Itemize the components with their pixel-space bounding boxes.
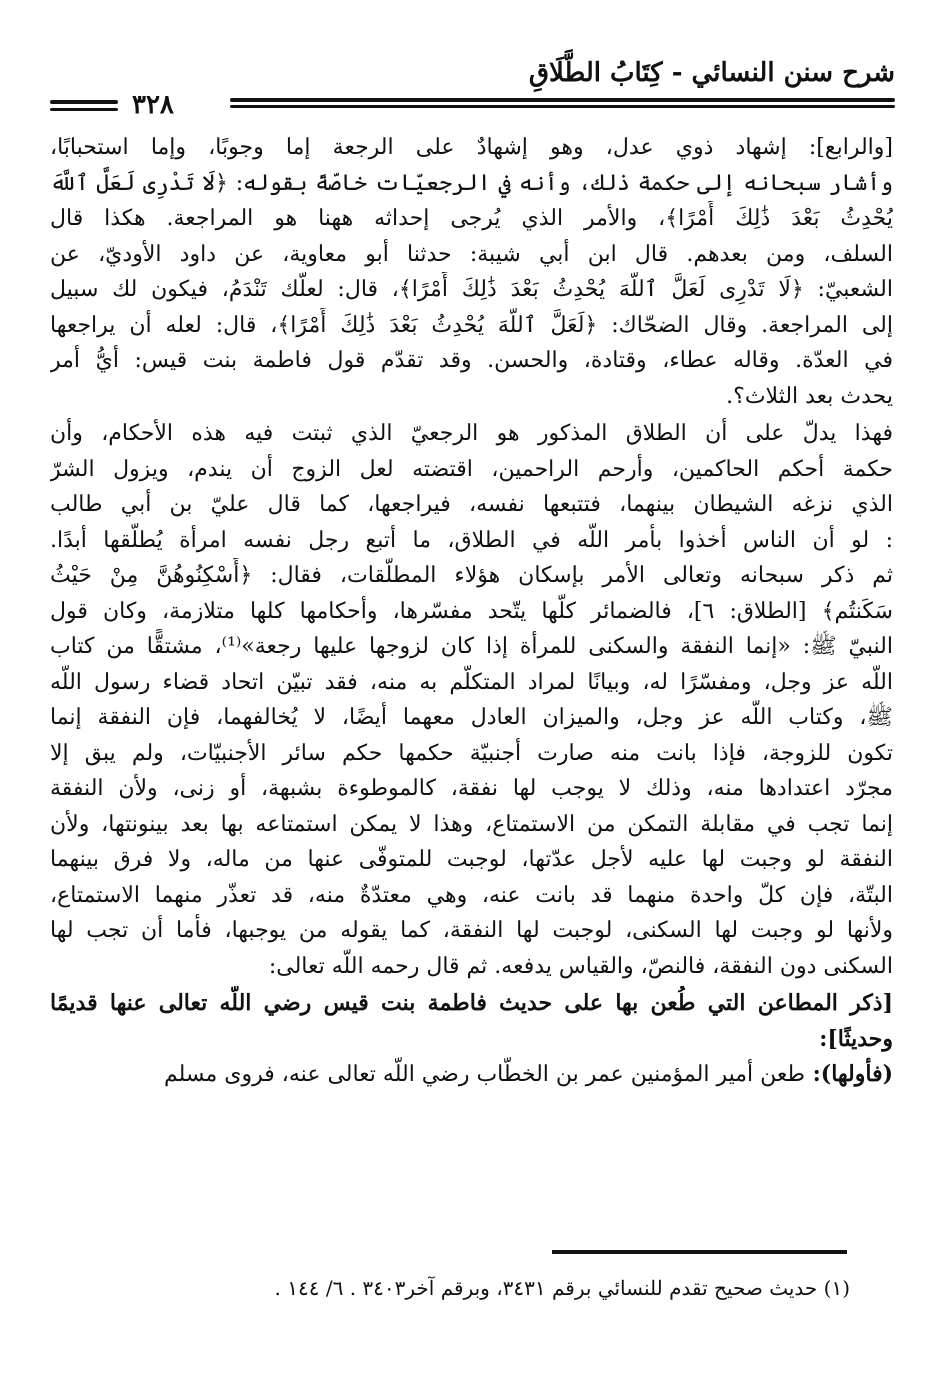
text-line: مجرّد اعتدادها منه، وذلك لا يوجب لها نفقة، كالموطوءة بشبهة، أو زنى، ولأن النفقة	[50, 776, 893, 801]
text-line: في العدّة. وقاله عطاء، وقتادة، والحسن. وقد تقدّم قول فاطمة بنت قيس: أيُّ أمر	[50, 348, 893, 373]
text-line: النفقة لو وجبت لها عليه لأجل عدّتها، لوجبت للمتوفّى عنها من ماله، ولا فرق بينهما	[50, 847, 893, 872]
page-number-rule	[50, 100, 118, 104]
section-heading: وحديثًا]:	[819, 1025, 893, 1052]
text-line: ﷺ، وكتاب اللّه عز وجل، والميزان العادل معهما أيضًا، لا يُخالفهما، فإن النفقة إنما	[50, 705, 893, 730]
header-rule	[230, 98, 895, 102]
text-line: ولأنها لو وجبت لها السكنى، لوجبت لها النفقة، كما يقوله من يوجبها، فأما أن تجب لها	[50, 918, 893, 943]
body-text	[50, 130, 893, 1093]
footnote: (١) حديث صحيح تقدم للنسائي برقم ٣٤٣١، وبرقم آخر٣٤٠٣ . ٦/ ١٤٤ .	[274, 1276, 850, 1300]
text-line: فهذا يدلّ على أن الطلاق المذكور هو الرجعيّ الذي ثبتت فيه هذه الأحكام، وأن	[50, 421, 893, 446]
text-line: سَكَنتُم﴾ [الطلاق: ٦]، فالضمائر كلّها يتّحد مفسّرها، وأحكامها كلها متلازمة، وكان قول	[50, 598, 893, 624]
page-number: ٣٢٨	[132, 90, 174, 120]
text-line: إنما تجب في مقابلة التمكن من الاستمتاع، وهذا لا يمكن استمتاعه بها بعد بينونتها، ولأن	[50, 811, 893, 837]
text-line	[50, 1057, 893, 1093]
page-number-rule	[50, 108, 118, 111]
running-title: شرح سنن النسائي - كِتَابُ الطَّلَاقِ	[528, 58, 895, 88]
text-line: ؓ: لو أن الناس أخذوا بأمر اللّه في الطلاق، ما أتبع رجل نفسه امرأة يُطلّقها أبدًا.	[50, 527, 893, 553]
text-line: تكون للزوجة، فإذا بانت منه صارت أجنبيّة حكمها حكم سائر الأجنبيّات، ولم يبق إلا	[50, 740, 893, 766]
text-run: طعن أمير المؤمنين عمر بن الخطّاب رضي اللّه تعالى عنه، فروى مسلم	[163, 1062, 805, 1087]
footnote-rule	[552, 1250, 847, 1254]
text-line: [والرابع]: إشهاد ذوي عدل، وهو إشهادٌ على الرجعة إما وجوبًا، وإما استحبابًا،	[50, 135, 893, 160]
text-line: النبيّ ﷺ: «إنما النفقة والسكنى للمرأة إذا كان لزوجها عليها رجعة»⁽¹⁾، مشتقًّا من كتاب	[50, 634, 893, 659]
text-line: يُحْدِثُ بَعْدَ ذَٰلِكَ أَمْرًا﴾، والأمر الذي يُرجى إحداثه ههنا هو المراجعة. هكذا قال	[50, 206, 893, 231]
text-line: السلف، ومن بعدهم. قال ابن أبي شيبة: حدثنا أبو معاوية، عن داود الأوديّ، عن	[50, 241, 893, 267]
section-heading: [ذكر المطاعن التي طُعن بها على حديث فاطمة بنت قيس رضي اللّه تعالى عنها قديمًا	[50, 990, 893, 1016]
text-line: حكمة أحكم الحاكمين، وأرحم الراحمين، اقتضته لعل الزوج أن يندم، ويزول الشرّ	[50, 456, 893, 482]
text-line: وأشار سبحانه إلى حكمة ذلك، وأنه في الرجعيّات خاصّةً بقوله: ﴿لَا تَدْرِى لَعَلَّ ٱللَّهَ	[50, 170, 893, 196]
page-header	[50, 48, 895, 118]
text-line: إلى المراجعة. وقال الضحّاك: ﴿لَعَلَّ ٱللَّهَ يُحْدِثُ بَعْدَ ذَٰلِكَ أَمْرًا﴾، قال: لعله أن يراجعها	[50, 312, 893, 338]
text-line: السكنى دون النفقة، فالنصّ، والقياس يدفعه. ثم قال رحمه اللّه تعالى:	[268, 953, 893, 979]
lead-in: (فأولها):	[805, 1061, 893, 1087]
header-rule	[230, 105, 895, 108]
text-line: يحدث بعد الثلاث؟.	[726, 383, 893, 409]
text-line: الذي نزغه الشيطان بينهما، فتتبعها نفسه، فيراجعها، كما قال عليّ بن أبي طالب	[50, 492, 893, 517]
text-line: البتّة، فإن كلّ واحدة منهما قد بانت عنه، وهي معتدّةٌ منه، قد تعذّر منهما الاستمتاع،	[50, 882, 893, 908]
text-line: الشعبيّ: ﴿لَا تَدْرِى لَعَلَّ ٱللَّهَ يُحْدِثُ بَعْدَ ذَٰلِكَ أَمْرًا﴾، قال: لعلّك تَنْدَمُ، فيكون لك سبيل	[50, 277, 893, 302]
text-line: اللّه عز وجل، ومفسّرًا له، وبيانًا لمراد المتكلّم به منه، فقد تبيّن اتحاد قضاء رسول اللّه	[50, 669, 893, 695]
text-line: ثم ذكر سبحانه وتعالى الأمر بإسكان هؤلاء المطلّقات، فقال: ﴿أَسْكِنُوهُنَّ مِنْ حَيْثُ	[50, 563, 893, 588]
